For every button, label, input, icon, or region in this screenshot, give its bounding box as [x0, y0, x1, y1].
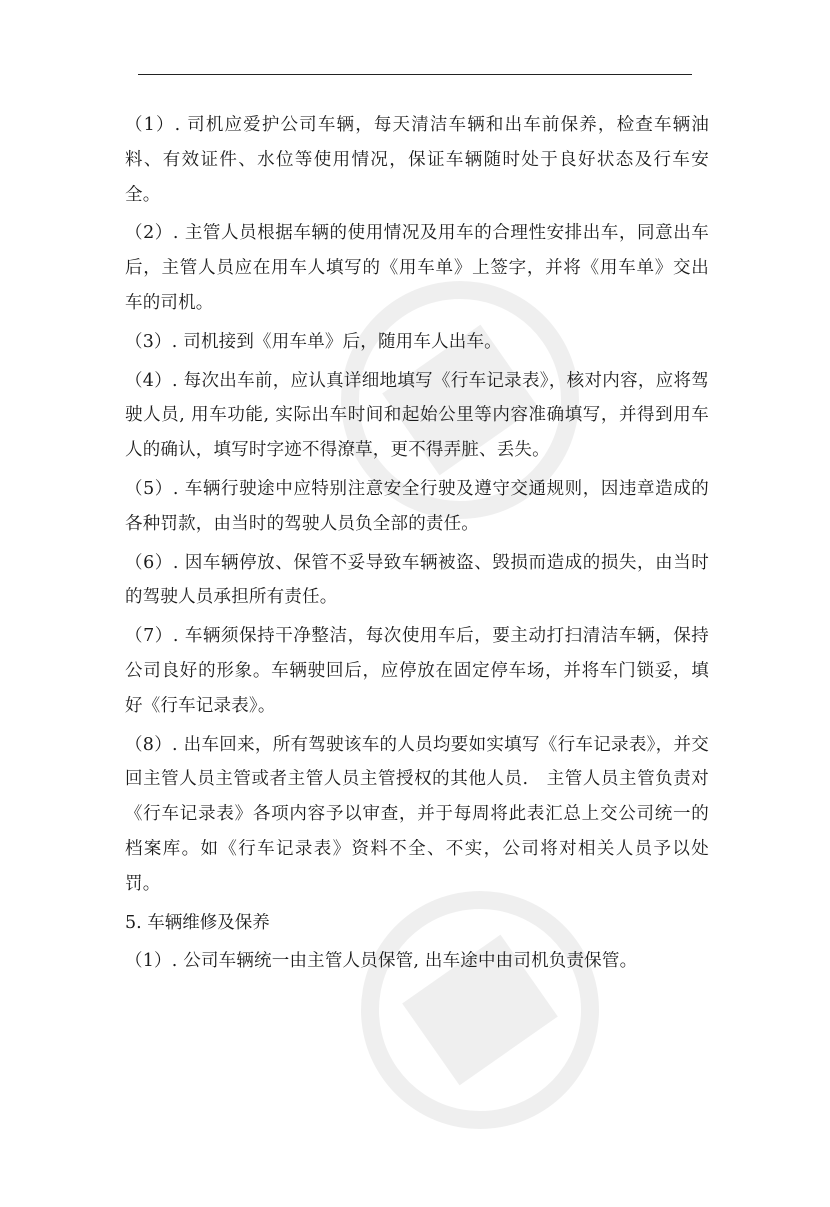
paragraph-4: （4）. 每次出车前，应认真详细地填写《行车记录表》，核对内容，应将驾驶人员, 用车功能, 实际出车时间和起始公里等内容准确填写，并得到用车人的确认，填写时字迹不得潦草，更不得弄脏、丢失。: [125, 370, 709, 461]
paragraph-3: （3）. 司机接到《用车单》后，随用车人出车。: [125, 331, 502, 352]
paragraph-7: （7）. 车辆须保持干净整洁，每次使用车后，要主动打扫清洁车辆，保持公司良好的形象。车辆驶回后，应停放在固定停车场，并将车门锁妥，填好《行车记录表》。: [125, 626, 709, 716]
section-heading: 5. 车辆维修及保养: [125, 912, 270, 933]
paragraph-8: （8）. 出车回来，所有驾驶该车的人员均要如实填写《行车记录表》，并交回主管人员主管或者主管人员主管授权的其他人员. 主管人员主管负责对《行车记录表》各项内容予以审查，并于每周将此表汇总上交公司统一的档案库。如《行车记录表》资料不全、不实，公司将对相关人员予以处罚。: [125, 734, 709, 894]
header-rule: [138, 74, 692, 75]
paragraph-2: （2）. 主管人员根据车辆的使用情况及用车的合理性安排出车，同意出车后，主管人员应在用车人填写的《用车单》上签字，并将《用车单》交出车的司机。: [125, 223, 709, 313]
paragraph-1: （1）. 司机应爱护公司车辆，每天清洁车辆和出车前保养，检查车辆油料、有效证件、水位等使用情况，保证车辆随时处于良好状态及行车安全。: [125, 115, 709, 205]
section-paragraph-1: （1）. 公司车辆统一由主管人员保管, 出车途中由司机负责保管。: [125, 951, 638, 972]
paragraph-5: （5）. 车辆行驶途中应特别注意安全行驶及遵守交通规则，因违章造成的各种罚款，由当时的驾驶人员负全部的责任。: [125, 478, 709, 534]
paragraph-6: （6）. 因车辆停放、保管不妥导致车辆被盗、毁损而造成的损失，由当时的驾驶人员承担所有责任。: [125, 552, 709, 608]
document-body: [125, 108, 709, 983]
